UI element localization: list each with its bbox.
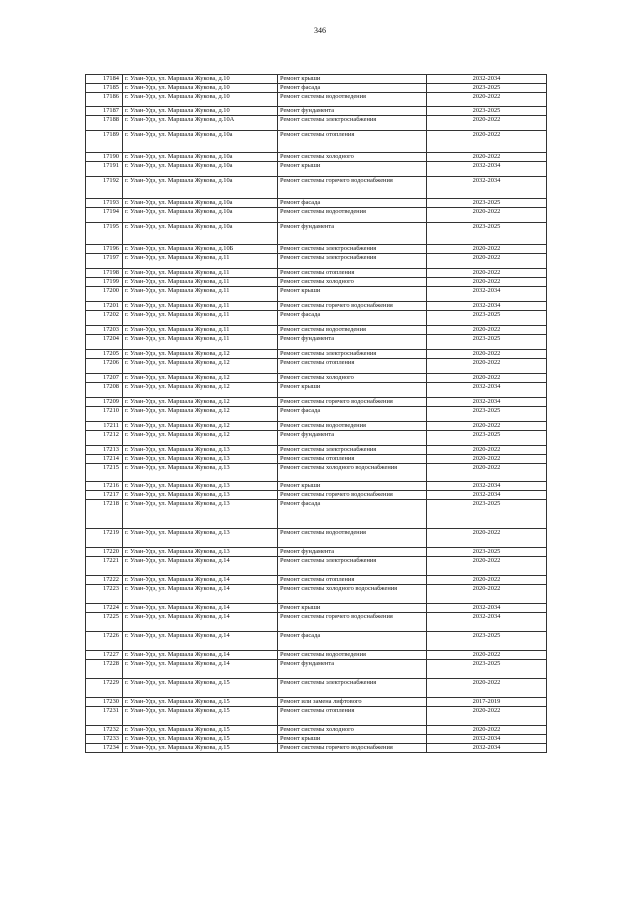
- row-number: 17228: [86, 660, 123, 679]
- row-number: 17205: [86, 350, 123, 359]
- table-row: [86, 359, 547, 374]
- row-address: г. Улан-Удэ, ул. Маршала Жукова, д.12: [123, 422, 278, 431]
- table-row: [86, 374, 547, 383]
- row-work-type: Ремонт фундамента: [278, 335, 427, 350]
- row-number: 17203: [86, 326, 123, 335]
- row-work-type: Ремонт фасада: [278, 632, 427, 651]
- row-number: 17227: [86, 651, 123, 660]
- table-row: [86, 107, 547, 116]
- table-row: [86, 302, 547, 311]
- row-work-type: Ремонт фундамента: [278, 548, 427, 557]
- row-period: 2032-2034: [427, 302, 547, 311]
- row-address: г. Улан-Удэ, ул. Маршала Жукова, д.13: [123, 455, 278, 464]
- table-body: [86, 75, 547, 753]
- row-work-type: Ремонт фасада: [278, 407, 427, 422]
- table-row: [86, 482, 547, 491]
- row-address: г. Улан-Удэ, ул. Маршала Жукова, д.10а: [123, 131, 278, 153]
- row-address: г. Улан-Удэ, ул. Маршала Жукова, д.14: [123, 632, 278, 651]
- row-number: 17214: [86, 455, 123, 464]
- row-work-type: Ремонт системы отопления: [278, 269, 427, 278]
- row-address: г. Улан-Удэ, ул. Маршала Жукова, д.10а: [123, 153, 278, 162]
- table-row: [86, 84, 547, 93]
- row-work-type: Ремонт системы отопления: [278, 576, 427, 585]
- row-address: г. Улан-Удэ, ул. Маршала Жукова, д.11: [123, 287, 278, 302]
- row-work-type: Ремонт системы холодного: [278, 153, 427, 162]
- table-row: [86, 199, 547, 208]
- row-number: 17213: [86, 446, 123, 455]
- row-address: г. Улан-Удэ, ул. Маршала Жукова, д.10: [123, 107, 278, 116]
- table-row: [86, 613, 547, 632]
- row-number: 17206: [86, 359, 123, 374]
- table-row: [86, 153, 547, 162]
- row-number: 17218: [86, 500, 123, 529]
- row-period: 2023-2025: [427, 107, 547, 116]
- table-row: [86, 548, 547, 557]
- row-number: 17220: [86, 548, 123, 557]
- row-number: 17199: [86, 278, 123, 287]
- row-address: г. Улан-Удэ, ул. Маршала Жукова, д.13: [123, 464, 278, 482]
- table-row: [86, 131, 547, 153]
- row-work-type: Ремонт фундамента: [278, 223, 427, 245]
- row-number: 17204: [86, 335, 123, 350]
- table-row: [86, 422, 547, 431]
- row-address: г. Улан-Удэ, ул. Маршала Жукова, д.11: [123, 278, 278, 287]
- row-work-type: Ремонт крыши: [278, 75, 427, 84]
- row-work-type: Ремонт системы водоотведения: [278, 651, 427, 660]
- row-address: г. Улан-Удэ, ул. Маршала Жукова, д.10а: [123, 162, 278, 177]
- row-work-type: Ремонт системы холодного: [278, 374, 427, 383]
- row-address: г. Улан-Удэ, ул. Маршала Жукова, д.13: [123, 446, 278, 455]
- row-address: г. Улан-Удэ, ул. Маршала Жукова, д.15: [123, 735, 278, 744]
- row-address: г. Улан-Удэ, ул. Маршала Жукова, д.10: [123, 84, 278, 93]
- row-number: 17232: [86, 726, 123, 735]
- row-number: 17234: [86, 744, 123, 753]
- row-address: г. Улан-Удэ, ул. Маршала Жукова, д.12: [123, 398, 278, 407]
- row-period: 2020-2022: [427, 116, 547, 131]
- row-address: г. Улан-Удэ, ул. Маршала Жукова, д.14: [123, 651, 278, 660]
- row-number: 17222: [86, 576, 123, 585]
- row-number: 17223: [86, 585, 123, 604]
- row-work-type: Ремонт системы холодного: [278, 278, 427, 287]
- row-address: г. Улан-Удэ, ул. Маршала Жукова, д.10А: [123, 116, 278, 131]
- table-row: [86, 500, 547, 529]
- row-period: 2032-2034: [427, 177, 547, 199]
- table-row: [86, 576, 547, 585]
- row-work-type: Ремонт системы электроснабжения: [278, 679, 427, 698]
- row-period: 2023-2025: [427, 199, 547, 208]
- row-address: г. Улан-Удэ, ул. Маршала Жукова, д.10а: [123, 208, 278, 223]
- row-number: 17202: [86, 311, 123, 326]
- table-row: [86, 177, 547, 199]
- row-work-type: Ремонт крыши: [278, 735, 427, 744]
- row-period: 2020-2022: [427, 245, 547, 254]
- row-work-type: Ремонт фундамента: [278, 431, 427, 446]
- row-address: г. Улан-Удэ, ул. Маршала Жукова, д.14: [123, 576, 278, 585]
- row-address: г. Улан-Удэ, ул. Маршала Жукова, д.13: [123, 491, 278, 500]
- row-number: 17187: [86, 107, 123, 116]
- row-number: 17194: [86, 208, 123, 223]
- table-row: [86, 350, 547, 359]
- row-work-type: Ремонт системы электроснабжения: [278, 446, 427, 455]
- row-period: 2017-2019: [427, 698, 547, 707]
- row-work-type: Ремонт крыши: [278, 287, 427, 302]
- row-period: 2020-2022: [427, 529, 547, 548]
- row-number: 17226: [86, 632, 123, 651]
- row-address: г. Улан-Удэ, ул. Маршала Жукова, д.14: [123, 604, 278, 613]
- row-work-type: Ремонт крыши: [278, 482, 427, 491]
- row-period: 2020-2022: [427, 679, 547, 698]
- table-row: [86, 651, 547, 660]
- row-period: 2020-2022: [427, 557, 547, 576]
- row-address: г. Улан-Удэ, ул. Маршала Жукова, д.11: [123, 302, 278, 311]
- row-period: 2023-2025: [427, 431, 547, 446]
- table-row: [86, 707, 547, 726]
- table-row: [86, 93, 547, 107]
- row-period: 2023-2025: [427, 311, 547, 326]
- row-period: 2032-2034: [427, 744, 547, 753]
- row-period: 2032-2034: [427, 162, 547, 177]
- row-work-type: Ремонт крыши: [278, 162, 427, 177]
- row-number: 17200: [86, 287, 123, 302]
- row-period: 2020-2022: [427, 350, 547, 359]
- row-number: 17219: [86, 529, 123, 548]
- row-number: 17217: [86, 491, 123, 500]
- row-number: 17209: [86, 398, 123, 407]
- row-number: 17196: [86, 245, 123, 254]
- row-number: 17211: [86, 422, 123, 431]
- row-number: 17229: [86, 679, 123, 698]
- row-address: г. Улан-Удэ, ул. Маршала Жукова, д.14: [123, 557, 278, 576]
- row-work-type: Ремонт фундамента: [278, 107, 427, 116]
- row-work-type: Ремонт системы электроснабжения: [278, 116, 427, 131]
- row-period: 2032-2034: [427, 491, 547, 500]
- row-work-type: Ремонт системы горячего водоснабжения: [278, 491, 427, 500]
- row-address: г. Улан-Удэ, ул. Маршала Жукова, д.12: [123, 359, 278, 374]
- row-period: 2020-2022: [427, 455, 547, 464]
- row-number: 17191: [86, 162, 123, 177]
- row-address: г. Улан-Удэ, ул. Маршала Жукова, д.10: [123, 75, 278, 84]
- table-row: [86, 162, 547, 177]
- row-number: 17231: [86, 707, 123, 726]
- table-row: [86, 446, 547, 455]
- table-row: [86, 604, 547, 613]
- row-period: 2032-2034: [427, 482, 547, 491]
- row-number: 17201: [86, 302, 123, 311]
- row-number: 17225: [86, 613, 123, 632]
- page-number: 346: [314, 26, 326, 35]
- row-work-type: Ремонт системы горячего водоснабжения: [278, 302, 427, 311]
- row-address: г. Улан-Удэ, ул. Маршала Жукова, д.12: [123, 383, 278, 398]
- row-work-type: Ремонт фасада: [278, 84, 427, 93]
- row-work-type: Ремонт системы холодного водоснабжения: [278, 464, 427, 482]
- capital-repair-table: [85, 74, 538, 753]
- row-number: 17215: [86, 464, 123, 482]
- row-period: 2020-2022: [427, 326, 547, 335]
- row-period: 2020-2022: [427, 254, 547, 269]
- row-address: г. Улан-Удэ, ул. Маршала Жукова, д.12: [123, 374, 278, 383]
- row-address: г. Улан-Удэ, ул. Маршала Жукова, д.15: [123, 698, 278, 707]
- table-row: [86, 744, 547, 753]
- row-number: 17190: [86, 153, 123, 162]
- row-address: г. Улан-Удэ, ул. Маршала Жукова, д.13: [123, 500, 278, 529]
- row-work-type: Ремонт системы электроснабжения: [278, 254, 427, 269]
- row-number: 17188: [86, 116, 123, 131]
- row-work-type: Ремонт системы горячего водоснабжения: [278, 177, 427, 199]
- row-work-type: Ремонт системы водоотведения: [278, 529, 427, 548]
- table-row: [86, 431, 547, 446]
- row-address: г. Улан-Удэ, ул. Маршала Жукова, д.14: [123, 585, 278, 604]
- table-row: [86, 407, 547, 422]
- row-address: г. Улан-Удэ, ул. Маршала Жукова, д.10а: [123, 177, 278, 199]
- row-period: 2020-2022: [427, 374, 547, 383]
- row-period: 2032-2034: [427, 398, 547, 407]
- row-work-type: Ремонт системы электроснабжения: [278, 350, 427, 359]
- row-period: 2020-2022: [427, 707, 547, 726]
- row-address: г. Улан-Удэ, ул. Маршала Жукова, д.11: [123, 326, 278, 335]
- table-row: [86, 398, 547, 407]
- row-period: 2023-2025: [427, 632, 547, 651]
- row-work-type: Ремонт или замена лифтового: [278, 698, 427, 707]
- row-period: 2020-2022: [427, 576, 547, 585]
- row-address: г. Улан-Удэ, ул. Маршала Жукова, д.11: [123, 311, 278, 326]
- table-row: [86, 335, 547, 350]
- row-work-type: Ремонт системы водоотведения: [278, 93, 427, 107]
- row-number: 17230: [86, 698, 123, 707]
- row-number: 17195: [86, 223, 123, 245]
- table-row: [86, 278, 547, 287]
- row-work-type: Ремонт системы горячего водоснабжения: [278, 744, 427, 753]
- row-period: 2020-2022: [427, 585, 547, 604]
- row-period: 2023-2025: [427, 223, 547, 245]
- row-number: 17212: [86, 431, 123, 446]
- row-period: 2032-2034: [427, 613, 547, 632]
- row-address: г. Улан-Удэ, ул. Маршала Жукова, д.13: [123, 529, 278, 548]
- table-row: [86, 383, 547, 398]
- row-number: 17208: [86, 383, 123, 398]
- table-row: [86, 735, 547, 744]
- row-address: г. Улан-Удэ, ул. Маршала Жукова, д.15: [123, 707, 278, 726]
- row-work-type: Ремонт системы холодного: [278, 726, 427, 735]
- row-work-type: Ремонт системы отопления: [278, 707, 427, 726]
- row-period: 2032-2034: [427, 604, 547, 613]
- row-work-type: Ремонт фасада: [278, 500, 427, 529]
- row-period: 2023-2025: [427, 84, 547, 93]
- row-address: г. Улан-Удэ, ул. Маршала Жукова, д.11: [123, 269, 278, 278]
- row-address: г. Улан-Удэ, ул. Маршала Жукова, д.15: [123, 679, 278, 698]
- row-number: 17193: [86, 199, 123, 208]
- table-row: [86, 529, 547, 548]
- row-address: г. Улан-Удэ, ул. Маршала Жукова, д.12: [123, 350, 278, 359]
- row-address: г. Улан-Удэ, ул. Маршала Жукова, д.14: [123, 660, 278, 679]
- row-work-type: Ремонт крыши: [278, 604, 427, 613]
- row-work-type: Ремонт системы электроснабжения: [278, 557, 427, 576]
- row-period: 2032-2034: [427, 287, 547, 302]
- row-number: 17221: [86, 557, 123, 576]
- row-work-type: Ремонт фасада: [278, 311, 427, 326]
- row-period: 2020-2022: [427, 269, 547, 278]
- row-number: 17233: [86, 735, 123, 744]
- row-address: г. Улан-Удэ, ул. Маршала Жукова, д.15: [123, 744, 278, 753]
- row-number: 17186: [86, 93, 123, 107]
- table-row: [86, 679, 547, 698]
- row-period: 2020-2022: [427, 464, 547, 482]
- row-address: г. Улан-Удэ, ул. Маршала Жукова, д.12: [123, 407, 278, 422]
- row-work-type: Ремонт системы водоотведения: [278, 326, 427, 335]
- row-number: 17198: [86, 269, 123, 278]
- row-period: 2032-2034: [427, 735, 547, 744]
- row-period: 2020-2022: [427, 208, 547, 223]
- table-row: [86, 208, 547, 223]
- table-row: [86, 585, 547, 604]
- row-period: 2020-2022: [427, 651, 547, 660]
- row-address: г. Улан-Удэ, ул. Маршала Жукова, д.11: [123, 335, 278, 350]
- row-address: г. Улан-Удэ, ул. Маршала Жукова, д.10а: [123, 223, 278, 245]
- row-work-type: Ремонт системы холодного водоснабжения: [278, 585, 427, 604]
- row-period: 2032-2034: [427, 383, 547, 398]
- row-number: 17197: [86, 254, 123, 269]
- row-number: 17224: [86, 604, 123, 613]
- table-row: [86, 75, 547, 84]
- table-row: [86, 254, 547, 269]
- row-work-type: Ремонт фундамента: [278, 660, 427, 679]
- row-work-type: Ремонт системы отопления: [278, 131, 427, 153]
- row-period: 2023-2025: [427, 500, 547, 529]
- table-row: [86, 223, 547, 245]
- table-row: [86, 287, 547, 302]
- row-work-type: Ремонт системы водоотведения: [278, 422, 427, 431]
- row-work-type: Ремонт системы отопления: [278, 455, 427, 464]
- table-row: [86, 491, 547, 500]
- row-period: 2020-2022: [427, 726, 547, 735]
- row-period: 2032-2034: [427, 75, 547, 84]
- row-work-type: Ремонт крыши: [278, 383, 427, 398]
- row-work-type: Ремонт системы горячего водоснабжения: [278, 398, 427, 407]
- table-row: [86, 660, 547, 679]
- row-number: 17207: [86, 374, 123, 383]
- row-number: 17210: [86, 407, 123, 422]
- row-number: 17216: [86, 482, 123, 491]
- row-number: 17192: [86, 177, 123, 199]
- row-period: 2023-2025: [427, 335, 547, 350]
- row-period: 2020-2022: [427, 359, 547, 374]
- row-address: г. Улан-Удэ, ул. Маршала Жукова, д.10а: [123, 199, 278, 208]
- row-address: г. Улан-Удэ, ул. Маршала Жукова, д.11: [123, 254, 278, 269]
- row-period: 2020-2022: [427, 446, 547, 455]
- row-address: г. Улан-Удэ, ул. Маршала Жукова, д.13: [123, 548, 278, 557]
- row-period: 2020-2022: [427, 131, 547, 153]
- table-row: [86, 726, 547, 735]
- row-address: г. Улан-Удэ, ул. Маршала Жукова, д.14: [123, 613, 278, 632]
- row-period: 2023-2025: [427, 660, 547, 679]
- row-address: г. Улан-Удэ, ул. Маршала Жукова, д.13: [123, 482, 278, 491]
- row-work-type: Ремонт фасада: [278, 199, 427, 208]
- row-number: 17189: [86, 131, 123, 153]
- table-row: [86, 464, 547, 482]
- table-row: [86, 245, 547, 254]
- table-row: [86, 557, 547, 576]
- row-address: г. Улан-Удэ, ул. Маршала Жукова, д.12: [123, 431, 278, 446]
- row-period: 2023-2025: [427, 407, 547, 422]
- row-address: г. Улан-Удэ, ул. Маршала Жукова, д.10: [123, 93, 278, 107]
- row-address: г. Улан-Удэ, ул. Маршала Жукова, д.15: [123, 726, 278, 735]
- row-address: г. Улан-Удэ, ул. Маршала Жукова, д.10Б: [123, 245, 278, 254]
- row-work-type: Ремонт системы горячего водоснабжения: [278, 613, 427, 632]
- table-row: [86, 269, 547, 278]
- table-row: [86, 116, 547, 131]
- row-period: 2020-2022: [427, 93, 547, 107]
- row-work-type: Ремонт системы электроснабжения: [278, 245, 427, 254]
- row-work-type: Ремонт системы водоотведения: [278, 208, 427, 223]
- row-work-type: Ремонт системы отопления: [278, 359, 427, 374]
- row-period: 2020-2022: [427, 278, 547, 287]
- table-row: [86, 311, 547, 326]
- row-number: 17184: [86, 75, 123, 84]
- row-period: 2020-2022: [427, 422, 547, 431]
- table-row: [86, 455, 547, 464]
- row-period: 2023-2025: [427, 548, 547, 557]
- row-number: 17185: [86, 84, 123, 93]
- table-row: [86, 698, 547, 707]
- table-row: [86, 326, 547, 335]
- row-period: 2020-2022: [427, 153, 547, 162]
- table-row: [86, 632, 547, 651]
